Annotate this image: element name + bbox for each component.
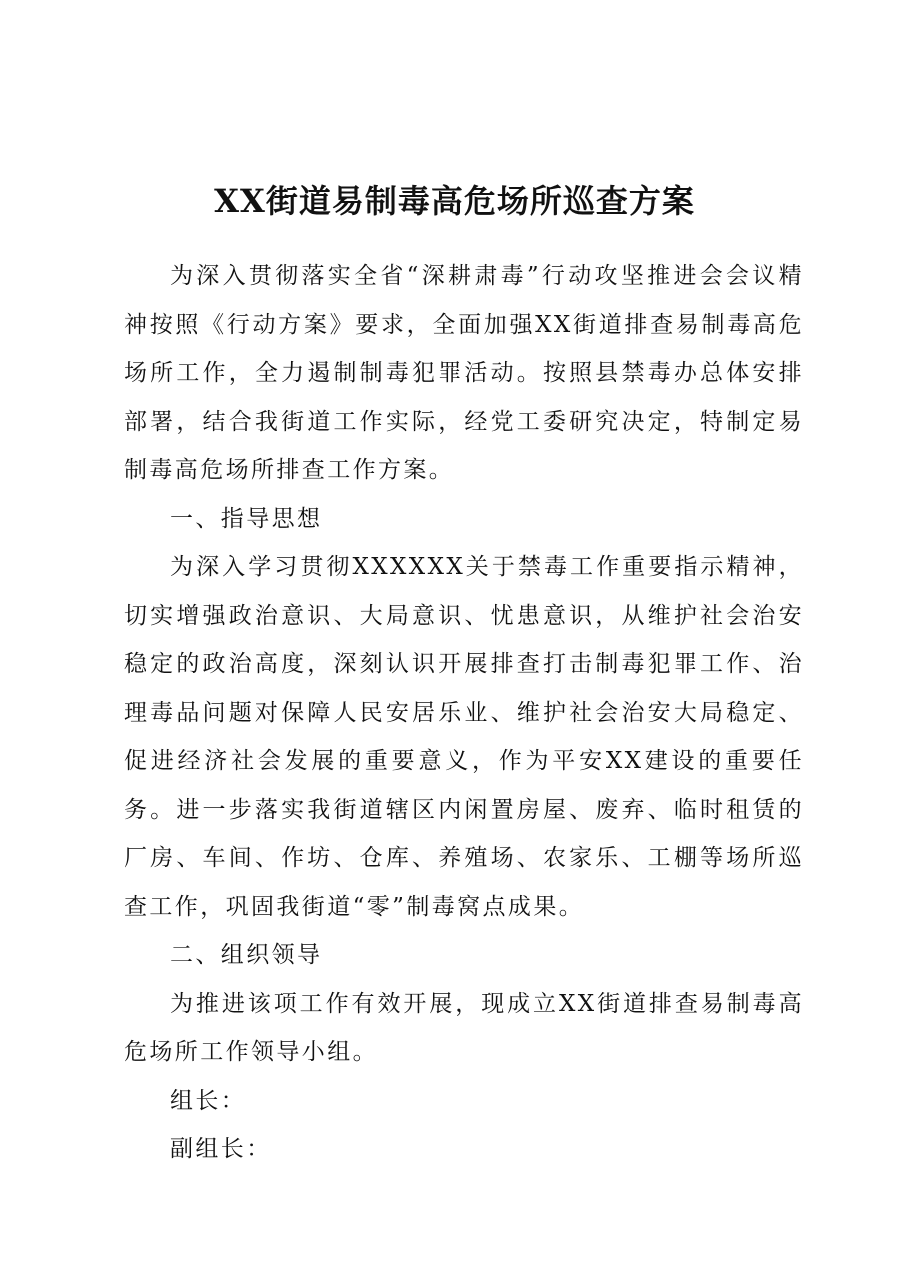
document-title: XX街道易制毒高危场所巡查方案 xyxy=(214,182,695,220)
organization-paragraph: 为推进该项工作有效开展，现成立XX街道排查易制毒高危场所工作领导小组。 xyxy=(124,990,804,1065)
section-heading-guiding-thought: 一、指导思想 xyxy=(170,505,323,532)
guiding-thought-paragraph: 为深入学习贯彻XXXXXX关于禁毒工作重要指示精神，切实增强政治意识、大局意识、忧患意识，从维护社会治安稳定的政治高度，深刻认识开展排查打击制毒犯罪工作、治理毒品问题对保障人民安居乐业、维护社会治安大局稳定、促进经济社会发展的重要意义，作为平安XX建设的重要任务。进一步落实我街道辖区内闲置房屋、废弃、临时租赁的厂房、车间、作坊、仓库、养殖场、农家乐、工棚等场所巡查工作，巩固我街道“零”制毒窝点成果。 xyxy=(124,554,804,920)
section-heading-organization: 二、组织领导 xyxy=(170,942,323,968)
intro-paragraph: 为深入贯彻落实全省“深耕肃毒”行动攻坚推进会会议精神按照《行动方案》要求，全面加强XX街道排查易制毒高危场所工作，全力遏制制毒犯罪活动。按照县禁毒办总体安排部署，结合我街道工作实际，经党工委研究决定，特制定易制毒高危场所排查工作方案。 xyxy=(124,263,804,483)
team-leader-line: 组长： xyxy=(170,1087,247,1114)
document-body xyxy=(124,252,804,1174)
deputy-leader-line: 副组长： xyxy=(170,1136,272,1162)
